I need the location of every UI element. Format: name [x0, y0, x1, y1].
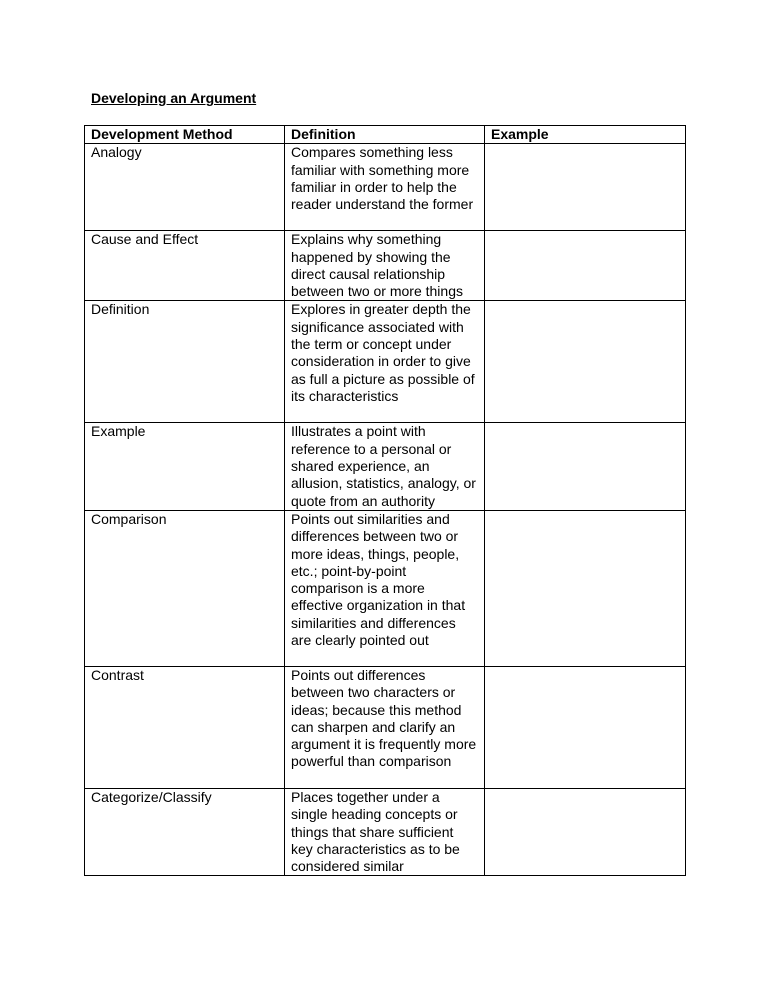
method-cell: Categorize/Classify [85, 788, 285, 875]
example-cell [485, 666, 686, 788]
method-cell: Definition [85, 301, 285, 423]
table-header-row [85, 126, 686, 144]
table-row [85, 144, 686, 231]
method-cell: Example [85, 423, 285, 510]
definition-cell: Explores in greater depth the significance associated with the term or concept under consideration in order to give as full a picture as possible of its characteristics [285, 301, 485, 423]
example-cell [485, 144, 686, 231]
table-row [85, 666, 686, 788]
definition-cell: Compares something less familiar with something more familiar in order to help the reader understand the former [285, 144, 485, 231]
method-cell: Analogy [85, 144, 285, 231]
table-row [85, 231, 686, 301]
definition-cell: Points out similarities and differences between two or more ideas, things, people, etc.; point-by-point comparison is a more effective organization in that similarities and differences are clearly pointed out [285, 510, 485, 666]
development-methods-table [84, 125, 686, 876]
definition-cell: Explains why something happened by showing the direct causal relationship between two or more things [285, 231, 485, 301]
table-row [85, 510, 686, 666]
definition-cell: Illustrates a point with reference to a personal or shared experience, an allusion, statistics, analogy, or quote from an authority [285, 423, 485, 510]
method-cell: Contrast [85, 666, 285, 788]
table-row [85, 423, 686, 510]
example-cell [485, 231, 686, 301]
table-row [85, 788, 686, 875]
header-example: Example [485, 126, 686, 144]
header-development-method: Development Method [85, 126, 285, 144]
example-cell [485, 301, 686, 423]
example-cell [485, 423, 686, 510]
definition-cell: Places together under a single heading concepts or things that share sufficient key characteristics as to be considered similar [285, 788, 485, 875]
method-cell: Cause and Effect [85, 231, 285, 301]
example-cell [485, 510, 686, 666]
table-row [85, 301, 686, 423]
definition-cell: Points out differences between two characters or ideas; because this method can sharpen and clarify an argument it is frequently more powerful than comparison [285, 666, 485, 788]
page-title: Developing an Argument [91, 90, 257, 106]
method-cell: Comparison [85, 510, 285, 666]
example-cell [485, 788, 686, 875]
header-definition: Definition [285, 126, 485, 144]
